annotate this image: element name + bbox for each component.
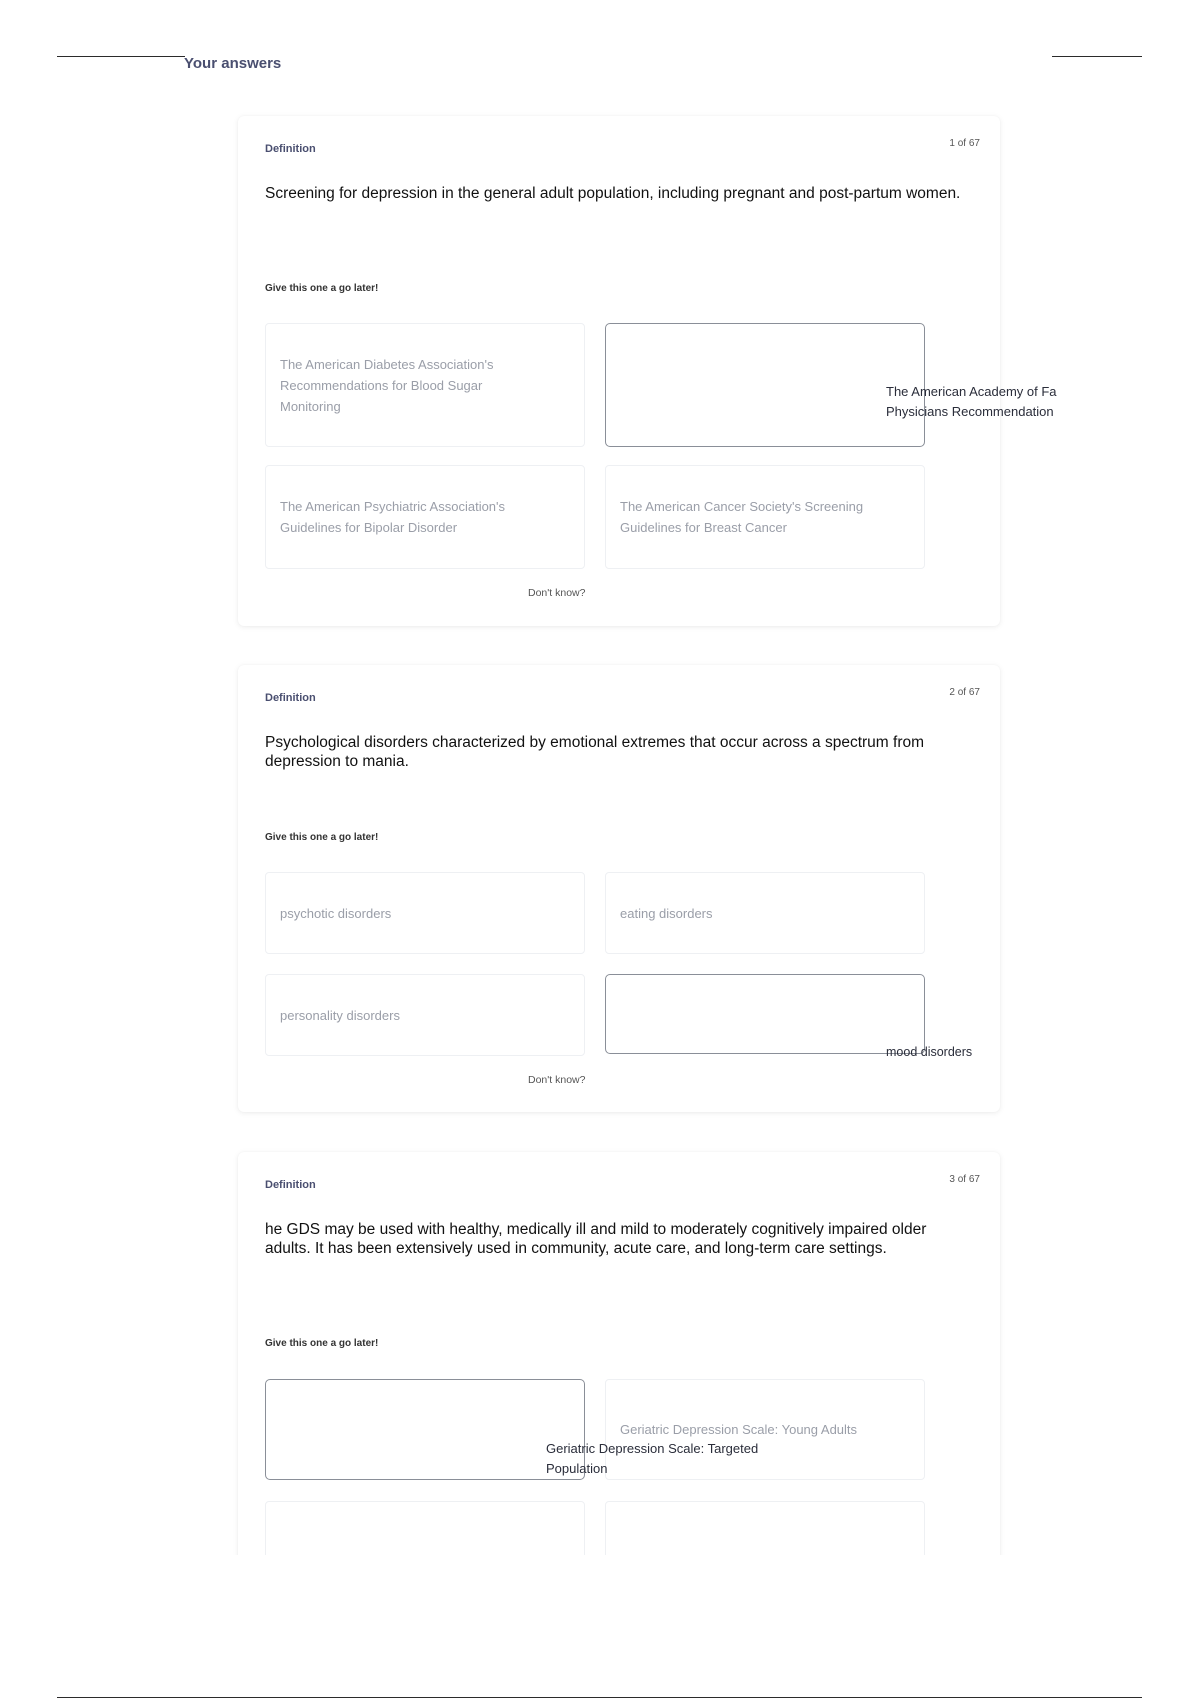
top-rule-left [57, 56, 185, 57]
give-later-label[interactable]: Give this one a go later! [265, 283, 379, 294]
answer-option-text: eating disorders [620, 905, 713, 921]
answer-option[interactable] [605, 465, 925, 569]
answer-option[interactable] [265, 872, 585, 954]
selected-answer-text: mood disorders [886, 1045, 973, 1059]
answer-option-text: The American Cancer Society's Screening Guidelines for Breast Cancer [620, 499, 864, 535]
page-bottom-fade [0, 1555, 1200, 1700]
question-text: Screening for depression in the general adult population, including pregnant and post-partum women. [265, 185, 961, 202]
selected-answer-text: Geriatric Depression Scale: Targeted Population [546, 1441, 759, 1476]
answer-option-text: The American Psychiatric Association's Guidelines for Bipolar Disorder [280, 499, 506, 535]
question-text: Psychological disorders characterized by emotional extremes that occur across a spectrum from depression to mania. [265, 734, 925, 770]
answer-option-text: The American Diabetes Association's Recommendations for Blood Sugar Monitoring [280, 356, 494, 414]
selected-answer-text: The American Academy of Fa Physicians Recommendation [886, 384, 1057, 419]
give-later-label[interactable]: Give this one a go later! [265, 1338, 379, 1349]
question-card [238, 116, 1000, 626]
answer-option-selected[interactable] [605, 974, 925, 1054]
bottom-rule [57, 1697, 1142, 1698]
page-title: Your answers [184, 55, 282, 72]
answer-option[interactable] [265, 323, 585, 447]
answer-option[interactable] [605, 872, 925, 954]
give-later-label[interactable]: Give this one a go later! [265, 832, 379, 843]
dont-know-link[interactable]: Don't know? [528, 1074, 586, 1086]
question-counter: 1 of 67 [949, 138, 980, 149]
question-text: he GDS may be used with healthy, medically ill and mild to moderately cognitively impaired older adults. It has been extensively used in community, acute care, and long-term care settings. [265, 1221, 927, 1257]
answer-option[interactable] [265, 974, 585, 1056]
answer-option-text: Geriatric Depression Scale: Young Adults [620, 1422, 858, 1437]
answer-option-text: psychotic disorders [280, 905, 392, 921]
answer-option[interactable] [265, 465, 585, 569]
question-card [238, 1152, 1000, 1592]
card-type-label: Definition [265, 143, 316, 155]
answer-option-selected[interactable] [605, 323, 925, 447]
card-type-label: Definition [265, 1179, 316, 1191]
top-rule-right [1052, 56, 1142, 57]
question-counter: 3 of 67 [949, 1174, 980, 1185]
answer-option-selected[interactable] [265, 1379, 585, 1480]
card-type-label: Definition [265, 692, 316, 704]
answer-option-text: personality disorders [280, 1007, 400, 1023]
question-counter: 2 of 67 [949, 687, 980, 698]
dont-know-link[interactable]: Don't know? [528, 587, 586, 599]
